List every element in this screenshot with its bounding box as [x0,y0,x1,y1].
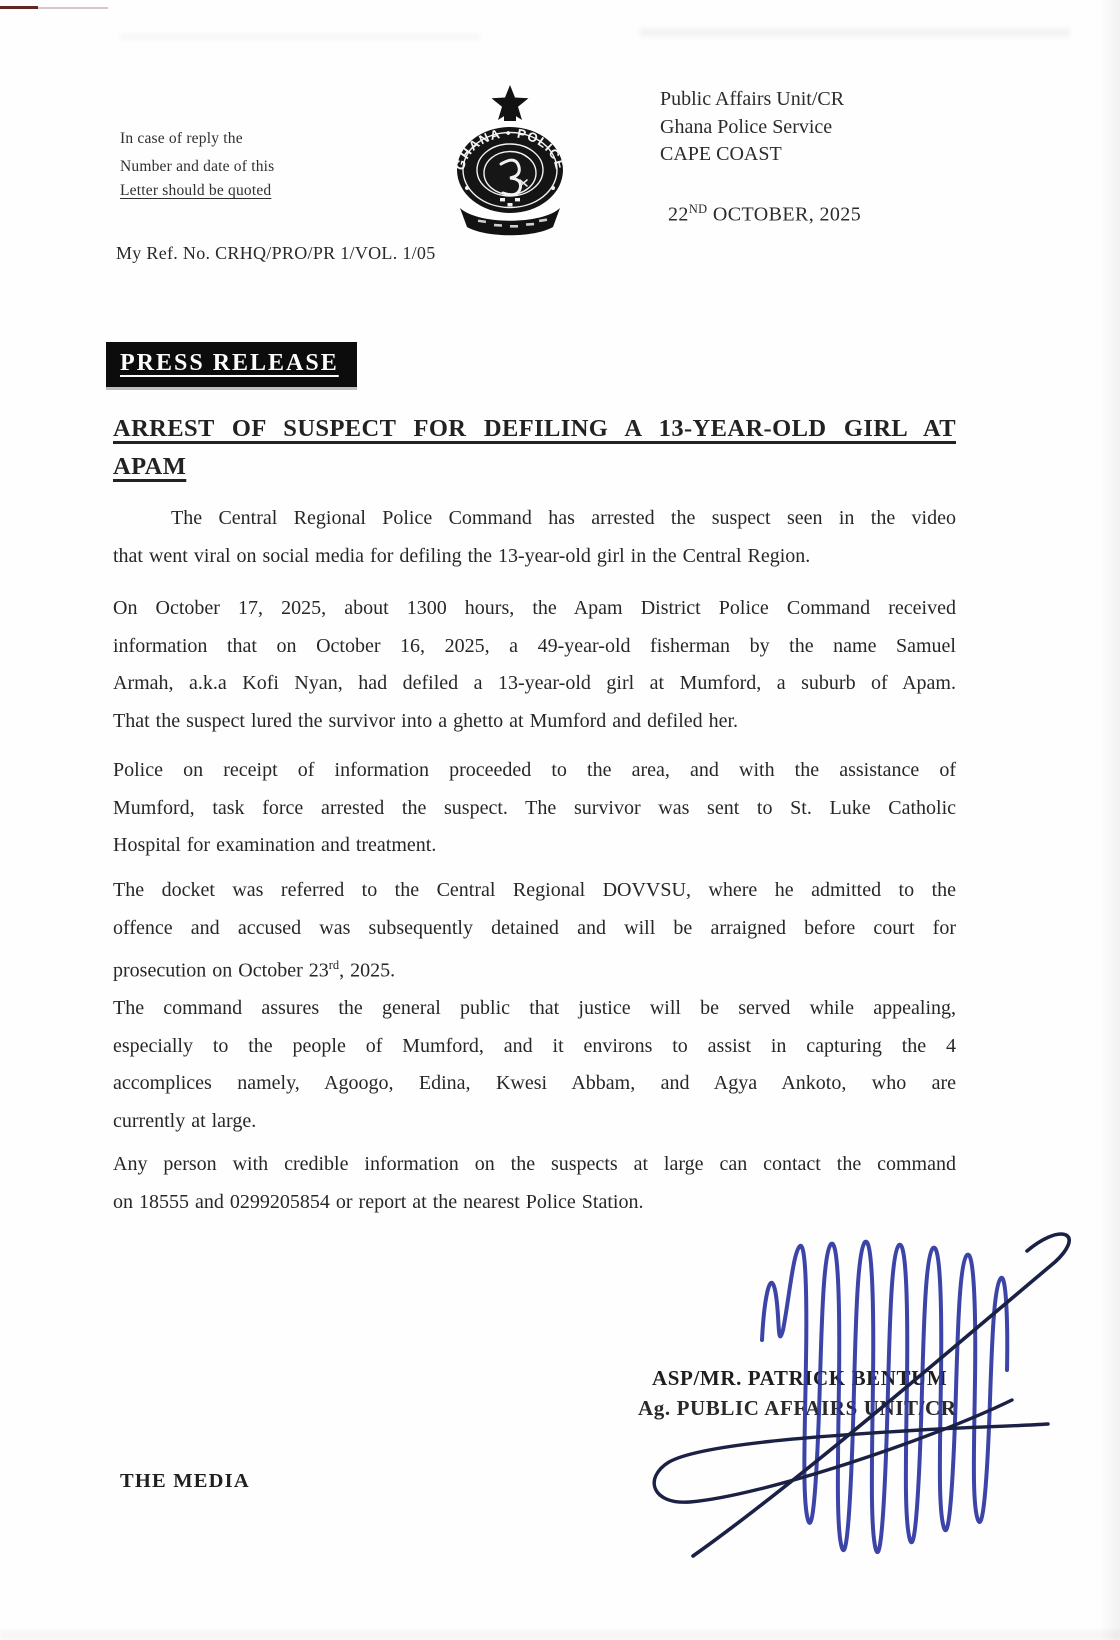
paragraph-line: especially to the people of Mumford, and it environs to assist in capturing the 4 [113,1034,956,1057]
ordinal-suffix: rd [328,958,340,972]
headline-line: APAM [113,453,187,480]
paragraph [113,590,956,740]
headline-line: ARREST OF SUSPECT FOR DEFILING A 13-YEAR-OLD GIRL AT [113,415,956,442]
paragraph-line: that went viral on social media for defiling the 13-year-old girl in the Central Region. [113,544,811,567]
scan-edge-artifact [38,7,108,9]
signatory-name: ASP/MR. PATRICK BENTUM [652,1366,948,1390]
paragraph-line: The command assures the general public that justice will be served while appealing, [113,997,956,1019]
letter-date [668,202,861,227]
sender-city: CAPE COAST [660,143,782,165]
signatory-title: Ag. PUBLIC AFFAIRS UNIT/CR [638,1396,957,1420]
crest-text: GHANA • POLICE [452,125,568,172]
scan-smudge [640,28,1070,37]
signature-scribble [600,1180,1120,1610]
paragraph-text: prosecution on October 23 [113,959,329,982]
scan-edge-shadow [0,1630,1120,1640]
sender-org: Ghana Police Service [660,115,833,138]
paragraph-line: Hospital for examination and treatment. [113,834,437,856]
scan-edge-artifact [0,6,38,9]
paragraph-line: Armah, a.k.a Kofi Nyan, had defiled a 13-year-old girl at Mumford, a suburb of Apam. [113,672,956,694]
reply-note-line: In case of reply the [120,130,243,147]
paragraph-line [113,947,956,990]
paragraph-line: information that on October 16, 2025, a 49-year-old fisherman by the name Samuel [113,634,956,657]
paragraph [113,500,956,575]
paragraph-line: The Central Regional Police Command has arrested the suspect seen in the video [171,507,956,529]
scan-smudge [120,34,480,40]
paragraph-text: , 2025. [339,959,396,982]
sender-address-block [660,86,844,169]
press-release-stamp: PRESS RELEASE [106,342,357,387]
date-day: 22 [668,203,689,226]
paragraph-line: Mumford, task force arrested the suspect. The survivor was sent to St. Luke Catholic [113,796,956,819]
paragraph-line: accomplices namely, Agoogo, Edina, Kwesi Abbam, and Agya Ankoto, who are [113,1072,956,1094]
paragraph-line: The docket was referred to the Central Regional DOVVSU, where he admitted to the [113,879,956,901]
reply-note-line: Letter should be quoted [120,182,272,199]
reference-number: My Ref. No. CRHQ/PRO/PR 1/VOL. 1/05 [116,243,436,263]
paragraph [113,872,956,990]
date-rest: OCTOBER, 2025 [707,203,862,226]
paragraph-line: Any person with credible information on the suspects at large can contact the command [113,1153,956,1175]
sender-unit: Public Affairs Unit/CR [660,88,845,110]
reply-note-line: Number and date of this [120,158,275,175]
paragraph-line: Police on receipt of information proceeded to the area, and with the assistance of [113,759,956,781]
paragraph-line: offence and accused was subsequently detained and will be arraigned before court for [113,916,956,939]
ghana-police-crest-icon [434,84,586,236]
addressee: THE MEDIA [120,1470,250,1492]
paragraph-line: That the suspect lured the survivor into a ghetto at Mumford and defiled her. [113,709,739,732]
paragraph [113,990,956,1140]
paragraph-line: On October 17, 2025, about 1300 hours, the Apam District Police Command received [113,597,956,619]
date-ordinal: ND [688,202,708,216]
paragraph-line: on 18555 and 0299205854 or report at the nearest Police Station. [113,1190,644,1213]
paragraph-line: currently at large. [113,1109,257,1132]
paragraph [113,752,956,865]
headline [113,410,956,486]
